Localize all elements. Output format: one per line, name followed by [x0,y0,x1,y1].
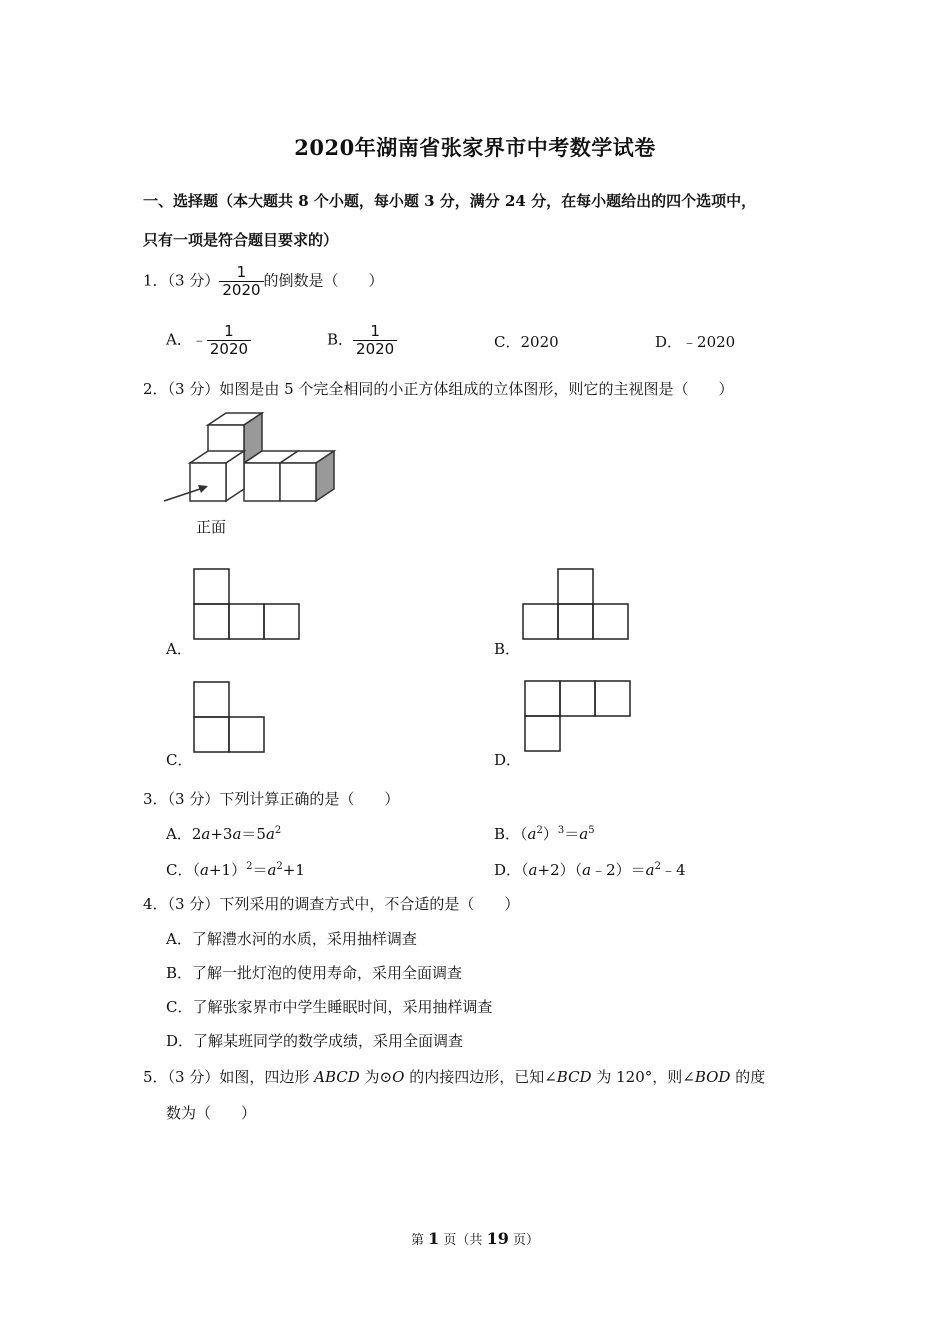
section-heading-line1: 一、选择题（本大题共 8 个小题，每小题 3 分，满分 24 分，在每小题给出的四个选项中， [143,192,757,210]
q3-option-b-label: B． [494,825,521,843]
q1-option-a-fraction [207,323,251,358]
page-title: 2020年湖南省张家界市中考数学试卷 [294,135,656,160]
q3-option-c: C．$(a+1)^2=a^2+1$ [166,861,305,879]
q3-option-a-label: A． [166,825,192,843]
cube-figure [160,405,340,540]
footer-page-number: 1 [428,1229,440,1248]
q4-option-a: A．了解澧水河的水质，采用抽样调查 [166,930,417,948]
q1-option-a-numerator: 1 [207,323,251,341]
q5-mid3: 为 120°，则∠ [591,1068,695,1086]
front-cube-front [190,463,226,501]
q2-option-c-figure [193,681,268,756]
q3-option-d-label: D． [494,861,522,879]
q1-number: 1．（3 分） [143,271,220,290]
q1-frac-denominator: 2020 [222,281,261,299]
q1-option-b-numerator: 1 [353,323,397,341]
section-heading-line2: 只有一项是符合题目要求的） [143,231,339,249]
q1-option-b-label: B． [327,330,354,349]
q3-option-b: B．$(a^2)^3=a^5$ [494,825,595,843]
q2-option-d-figure [524,680,634,755]
q1-option-b-denominator: 2020 [356,340,395,358]
q2-option-d-label: D． [494,751,522,769]
q5-prefix: 5．（3 分）如图，四边形 [143,1068,315,1086]
footer-total-pages: 19 [486,1229,509,1248]
q2-option-b-figure [522,568,632,643]
q3-option-d: D．$(a+2)(a﹣2)=a^2﹣4$ [494,861,686,879]
question-2: 2．（3 分）如图是由 5 个完全相同的小正方体组成的立体图形，则它的主视图是（ ） [143,380,734,398]
q1-frac-numerator: 1 [219,264,263,282]
q1-option-b-fraction [353,323,397,358]
footer-post: 页） [508,1233,539,1248]
q1-option-c: C．2020 [494,333,559,351]
q5-o: O [392,1068,405,1086]
q4-option-c: C．了解张家界市中学生睡眠时间，采用抽样调查 [166,998,493,1016]
q5-mid4: 的度 [730,1068,766,1086]
question-3: 3．（3 分）下列计算正确的是（ ） [143,790,400,808]
q5-bcd: BCD [556,1068,592,1086]
question-5-line2: 数为（ ） [166,1104,257,1122]
q4-option-b: B．了解一批灯泡的使用寿命，采用全面调查 [166,964,463,982]
q1-option-d: D．﹣2020 [655,333,736,351]
question-4: 4．（3 分）下列采用的调查方式中，不合适的是（ ） [143,895,520,913]
q5-bod: BOD [694,1068,731,1086]
q1-option-a [166,323,251,358]
front-label: 正面 [196,518,227,536]
q1-text: 的倒数是（ ） [263,271,384,290]
q1-option-a-denominator: 2020 [209,340,249,358]
bottom-cube-2-front [244,463,280,501]
q2-option-a-figure [193,568,303,643]
footer-mid: 页（共 [439,1233,487,1248]
q2-option-b-label: B． [494,640,521,658]
question-1 [143,264,384,299]
footer-pre: 第 [411,1233,429,1248]
q3-option-c-label: C． [166,861,193,879]
q4-option-d: D．了解某班同学的数学成绩，采用全面调查 [166,1032,464,1050]
q1-option-a-sign: ﹣ [191,330,207,349]
q1-option-b [327,323,397,358]
q5-mid2: 的内接四边形，已知∠ [404,1068,557,1086]
question-5 [143,1067,765,1087]
q1-option-a-label: A． [166,330,192,349]
q2-option-a-label: A． [166,640,192,658]
q5-mid1: 为⊙ [359,1068,393,1086]
q3-option-a: A．$2a+3a=5a^2$ [166,825,282,843]
page-footer [0,1229,950,1248]
q5-abcd: ABCD [314,1068,360,1086]
q2-option-c-label: C． [166,751,193,769]
q1-fraction [219,264,263,299]
bottom-cube-3-front [280,463,316,501]
